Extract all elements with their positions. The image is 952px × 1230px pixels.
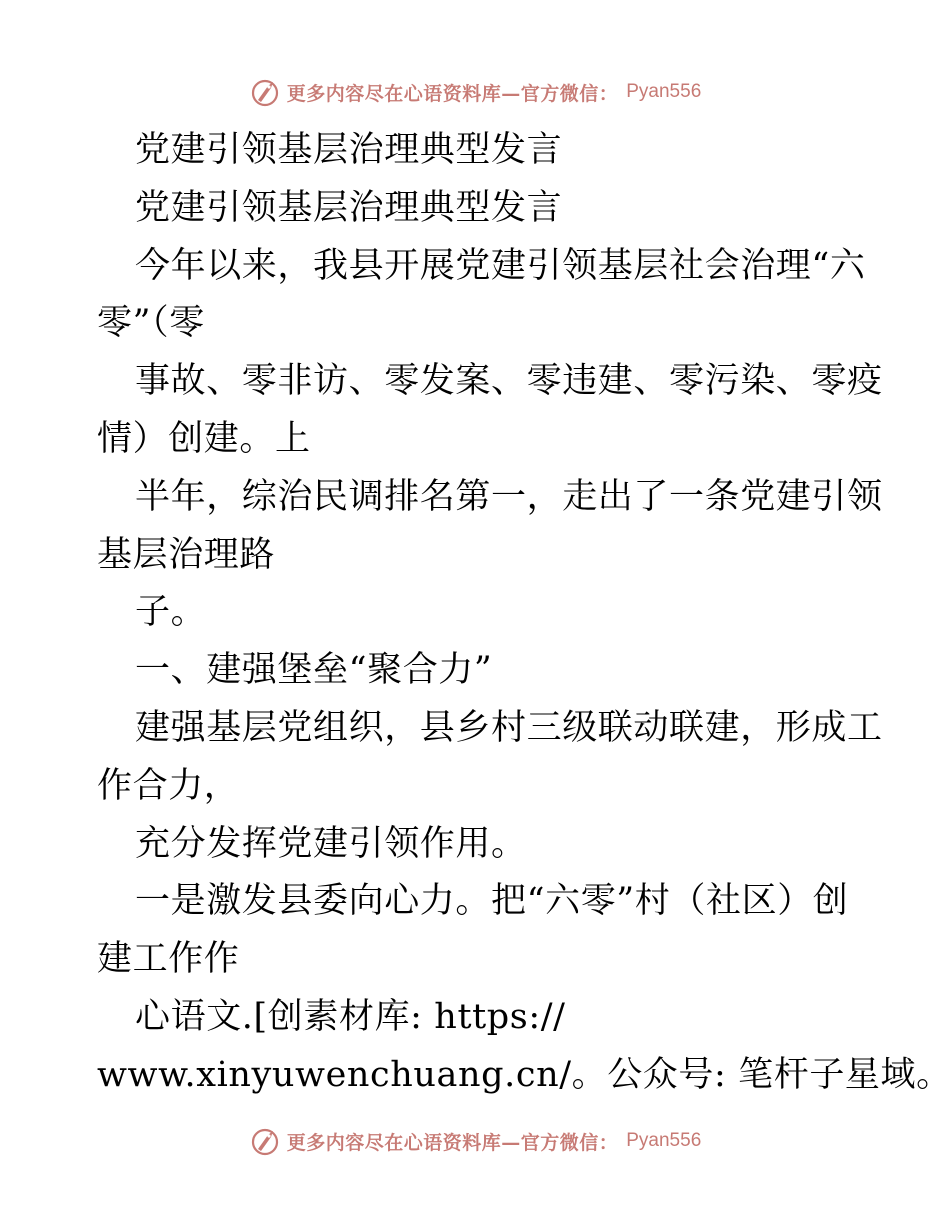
watermark-wechat-id: Pyan556: [626, 81, 702, 102]
text-line: 半年，综治民调排名第一，走出了一条党建引领: [135, 476, 883, 517]
text-line: 党建引领基层治理典型发言: [135, 130, 563, 170]
watermark-text: 更多内容尽在心语资料库—官方微信：: [286, 1131, 619, 1154]
text-line: www.xinyuwenchuang.cn/。公众号: 笔杆子星域。: [97, 1054, 952, 1095]
text-line: 建工作作: [97, 939, 240, 980]
text-line: 充分发挥党建引领作用。: [135, 823, 527, 864]
header-watermark: [0, 72, 950, 112]
text-line: 一、建强堡垒“聚合力”: [135, 650, 493, 691]
text-line: 基层治理路: [97, 534, 276, 575]
text-line: 心语文.[创素材库: https://: [135, 996, 566, 1037]
text-line: 零”（零: [97, 303, 205, 344]
text-line: 今年以来，我县开展党建引领基层社会治理“六: [135, 245, 866, 286]
watermark-wechat-id: Pyan556: [626, 1130, 702, 1151]
text-line: 一是激发县委向心力。把“六零”村（社区）创: [135, 881, 849, 922]
text-line: 情）创建。上: [97, 418, 311, 459]
text-line: 作合力，: [97, 765, 240, 806]
pen-nib-logo-icon: [249, 76, 281, 108]
pen-nib-logo-icon: [249, 1125, 281, 1157]
text-line: 党建引领基层治理典型发言: [135, 187, 563, 228]
text-line: 建强基层党组织，县乡村三级联动联建，形成工: [135, 707, 883, 748]
document-body: [97, 122, 952, 1105]
footer-watermark: [0, 1121, 950, 1161]
text-line: 事故、零非访、零发案、零违建、零污染、零疫: [135, 361, 883, 402]
watermark-text: 更多内容尽在心语资料库—官方微信：: [286, 82, 619, 105]
text-line: 子。: [135, 592, 207, 633]
